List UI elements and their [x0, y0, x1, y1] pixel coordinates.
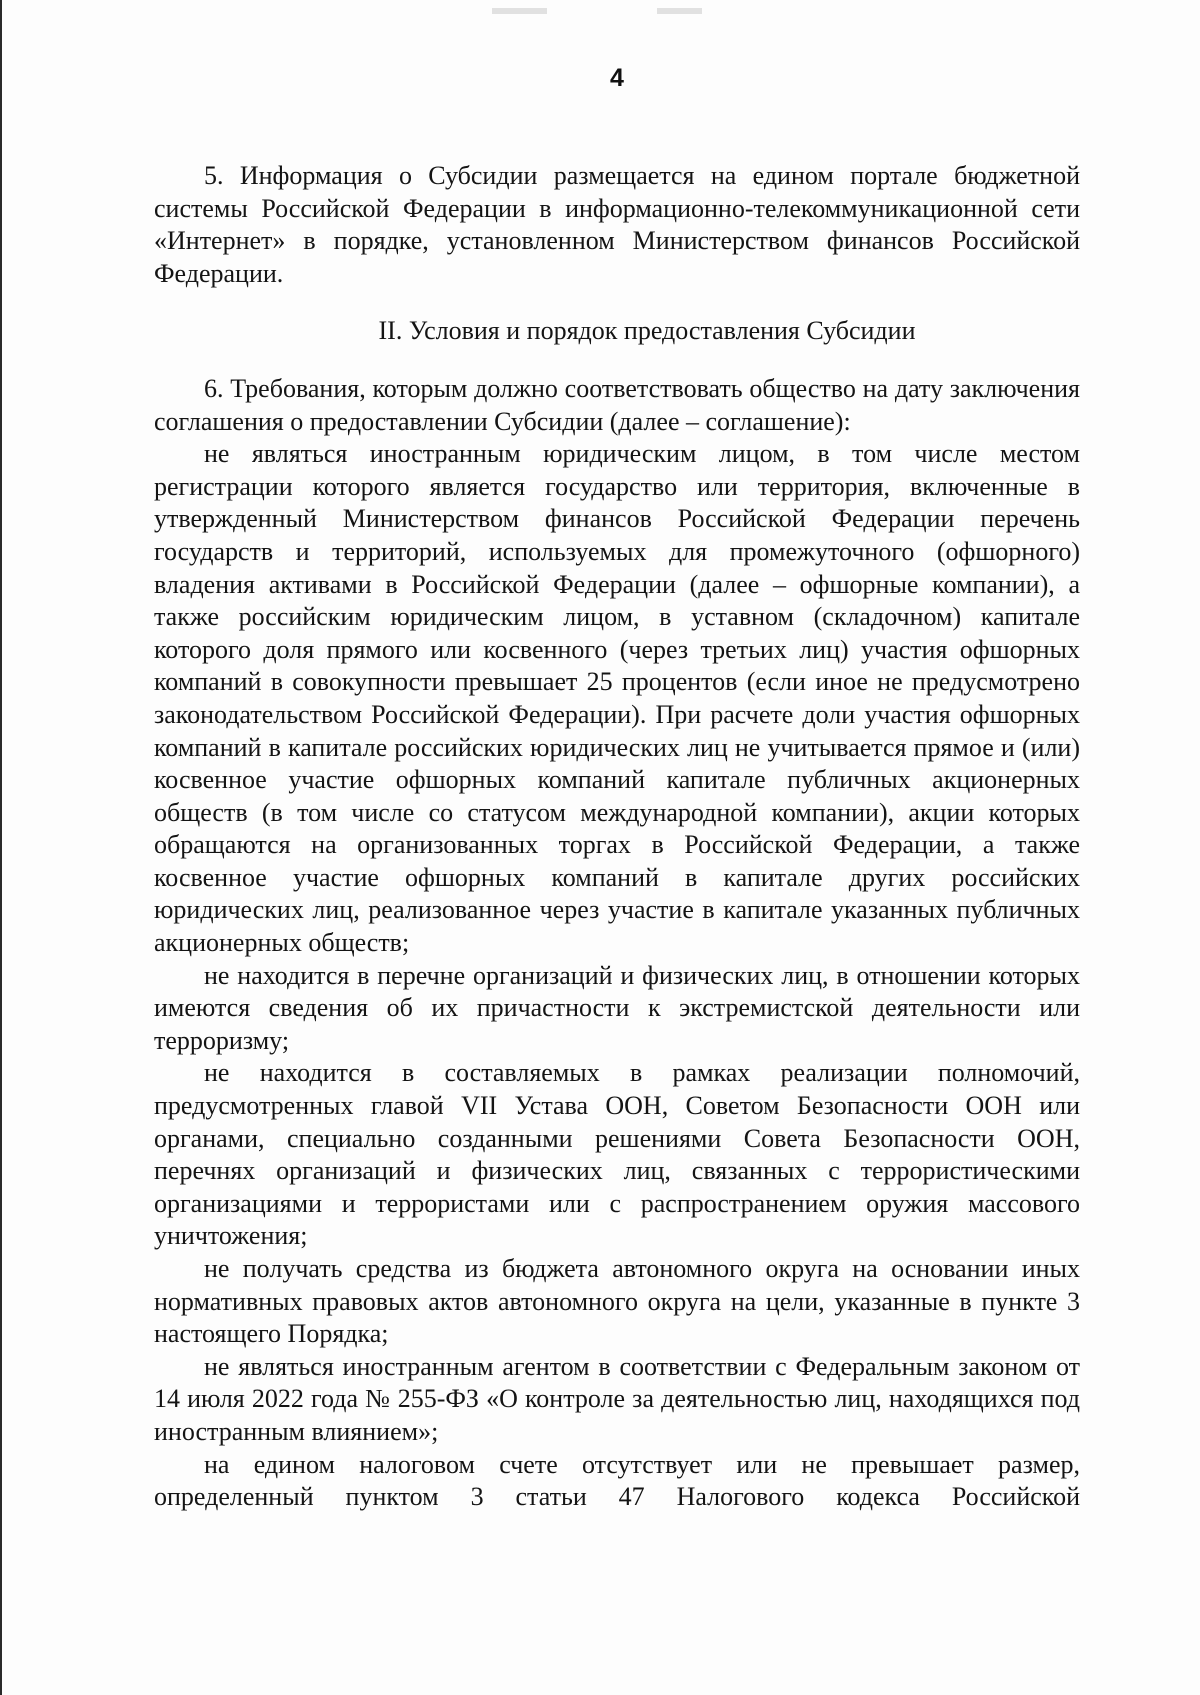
requirement-foreign-agent: не являться иностранным агентом в соответствии с Федеральным законом от 14 июля 2022 года № 255-ФЗ «О контроле за деятельностью лиц, находящихся под иностранным влиянием»;	[154, 1351, 1080, 1446]
requirement-un-lists: не находится в составляемых в рамках реализации полномочий, предусмотренных главой VII Устава ООН, Советом Безопасности ООН или органами, специально созданными решениями Совета Безопасности ООН, перечнях организаций и физических лиц, связанных с террористическими организациями и террористами или с распространением оружия массового уничтожения;	[154, 1058, 1080, 1251]
requirement-offshore: не являться иностранным юридическим лицом, в том числе местом регистрации которого является государство или территория, включенные в утвержденный Министерством финансов Российской Федерации перечень государств и территорий, используемых для промежуточного (офшорного) владения активами в Российской Федерации (далее – офшорные компании), а также российским юридическим лицом, в уставном (складочном) капитале которого доля прямого или косвенного (через третьих лиц) участия офшорных компаний в совокупности превышает 25 процентов (если иное не предусмотрено законодательством Российской Федерации). При расчете доли участия офшорных компаний в капитале российских юридических лиц не учитывается прямое и (или) косвенное участие офшорных компаний капитале публичных акционерных обществ (в том числе со статусом международной компании), акции которых обращаются на организованных торгах в Российской Федерации, а также косвенное участие офшорных компаний в капитале других российских юридических лиц, реализованное через участие в капитале указанных публичных акционерных обществ;	[154, 439, 1080, 958]
page-number: 4	[610, 64, 624, 92]
requirement-tax-account: на едином налоговом счете отсутствует или не превышает размер, определенный пунктом 3 статьи 47 Налогового кодекса Российской	[154, 1449, 1080, 1512]
scan-artifact	[492, 8, 547, 14]
section-heading: II. Условия и порядок предоставления Субсидии	[378, 316, 916, 346]
requirement-extremism: не находится в перечне организаций и физических лиц, в отношении которых имеются сведения об их причастности к экстремистской деятельности или терроризму;	[154, 960, 1080, 1055]
requirement-no-other-funds: не получать средства из бюджета автономного округа на основании иных нормативных правовых актов автономного округа на цели, указанные в пункте 3 настоящего Порядка;	[154, 1254, 1080, 1349]
document-body	[154, 160, 1080, 1514]
paragraph-6: 6. Требования, которым должно соответствовать общество на дату заключения соглашения о предоставлении Субсидии (далее – соглашение):	[154, 373, 1080, 436]
scan-artifact	[657, 8, 702, 14]
paragraph-5: 5. Информация о Субсидии размещается на едином портале бюджетной системы Российской Федерации в информационно-телекоммуникационной сети «Интернет» в порядке, установленном Министерством финансов Российской Федерации.	[154, 161, 1080, 288]
